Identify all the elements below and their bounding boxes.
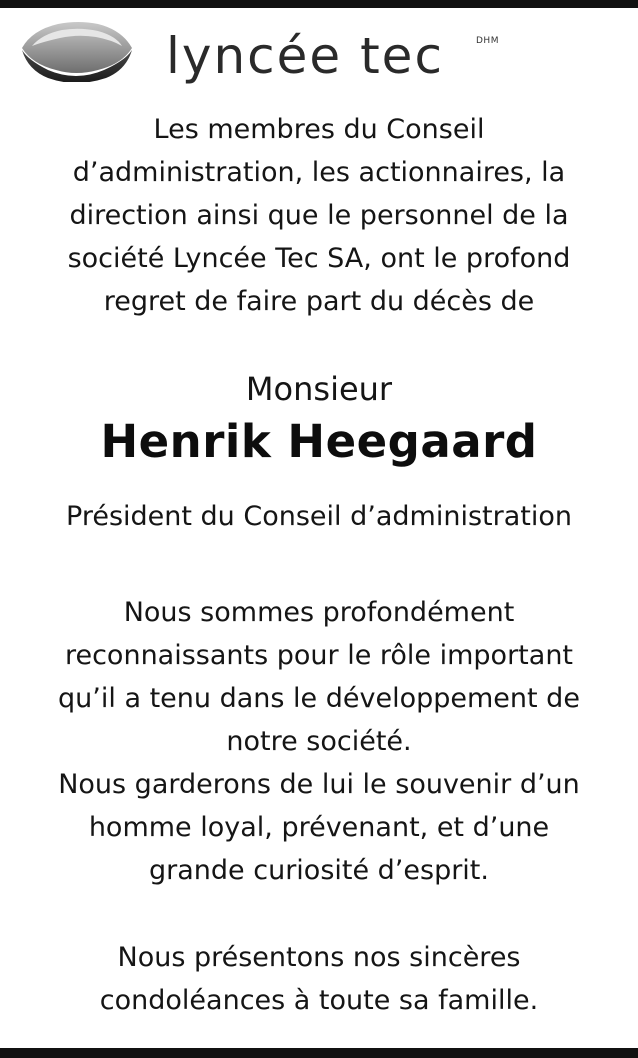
intro-paragraph: Les membres du Conseil d’administration, les actionnaires, la direction ainsi que le personnel de la société Lyncée Tec SA, ont le profond regret de faire part du décès de — [67, 114, 571, 317]
honorific-title: Monsieur — [245, 370, 393, 408]
tribute-paragraph: Nous sommes profondément reconnaissants pour le rôle important qu’il a tenu dans le développement de notre société. Nous garderons de lui le souvenir d’un homme loyal, prévenant, et d’une grande curiosité d’esprit. — [58, 597, 580, 886]
company-logo — [18, 18, 518, 90]
announcement-body — [0, 108, 638, 1022]
logo-wordmark: lyncée tec — [166, 27, 444, 85]
role-line: Président du Conseil d’administration — [66, 501, 572, 532]
condolences-paragraph: Nous présentons nos sincères condoléances à toute sa famille. — [99, 942, 539, 1016]
top-border — [0, 0, 638, 8]
logo-superscript: DHM — [476, 36, 499, 46]
lens-disc-icon — [18, 20, 136, 82]
bottom-border — [0, 1048, 638, 1058]
deceased-name: Henrik Heegaard — [100, 415, 538, 468]
